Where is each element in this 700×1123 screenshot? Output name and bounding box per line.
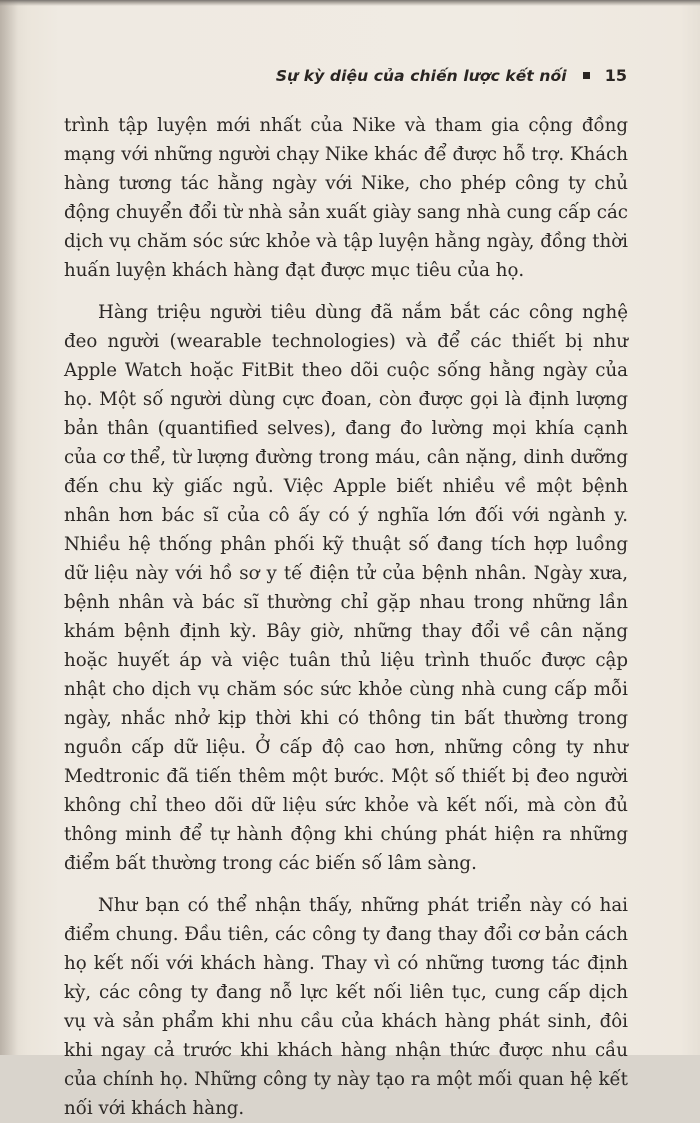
paragraph-2: Hàng triệu người tiêu dùng đã nắm bắt các công nghệ đeo người (wearable technologies) và để các thiết bị như Apple Watch hoặc FitBit theo dõi cuộc sống hằng ngày của họ. Một số người dùng cực đoan, còn được gọi là định lượng bản thân (quantified selves), đang đo lường mọi khía cạnh của cơ thể, từ lượng đường trong máu, cân nặng, dinh dưỡng đến chu kỳ giấc ngủ. Việc Apple biết nhiều về một bệnh nhân hơn bác sĩ của cô ấy có ý nghĩa lớn đối với ngành y. Nhiều hệ thống phân phối kỹ thuật số đang tích hợp luồng dữ liệu này với hồ sơ y tế điện tử của bệnh nhân. Ngày xưa, bệnh nhân và bác sĩ thường chỉ gặp nhau trong những lần khám bệnh định kỳ. Bây giờ, những thay đổi về cân nặng hoặc huyết áp và việc tuân thủ liệu trình thuốc được cập nhật cho dịch vụ chăm sóc sức khỏe cùng nhà cung cấp mỗi ngày, nhắc nhở kịp thời khi có thông tin bất thường trong nguồn cấp dữ liệu. Ở cấp độ cao hơn, những công ty như Medtronic đã tiến thêm một bước. Một số thiết bị đeo người không chỉ theo dõi dữ liệu sức khỏe và kết nối, mà còn đủ thông minh để tự hành động khi chúng phát hiện ra những điểm bất thường trong các biến số lâm sàng. [64,302,628,874]
paragraph-3: Như bạn có thể nhận thấy, những phát triển này có hai điểm chung. Đầu tiên, các công ty đang thay đổi cơ bản cách họ kết nối với khách hàng. Thay vì có những tương tác định kỳ, các công ty đang nỗ lực kết nối liên tục, cung cấp dịch vụ và sản phẩm khi nhu cầu của khách hàng phát sinh, đôi khi ngay cả trước khi khách hàng nhận thức được nhu cầu của chính họ. Những công ty này tạo ra một mối quan hệ kết nối với khách hàng. [64,895,628,1119]
header-separator-square [583,72,590,79]
binding-shadow [0,0,18,1055]
running-title: Sự kỳ diệu của chiến lược kết nối [275,66,567,85]
running-header [276,66,627,85]
page-number: 15 [604,66,627,85]
page-top-edge [0,0,700,6]
paragraph-1: trình tập luyện mới nhất của Nike và tham gia cộng đồng mạng với những người chạy Nike khác để được hỗ trợ. Khách hàng tương tác hằng ngày với Nike, cho phép công ty chủ động chuyển đổi từ nhà sản xuất giày sang nhà cung cấp các dịch vụ chăm sóc sức khỏe và tập luyện hằng ngày, đồng thời huấn luyện khách hàng đạt được mục tiêu của họ. [64,115,628,281]
body-text [64,111,628,1123]
